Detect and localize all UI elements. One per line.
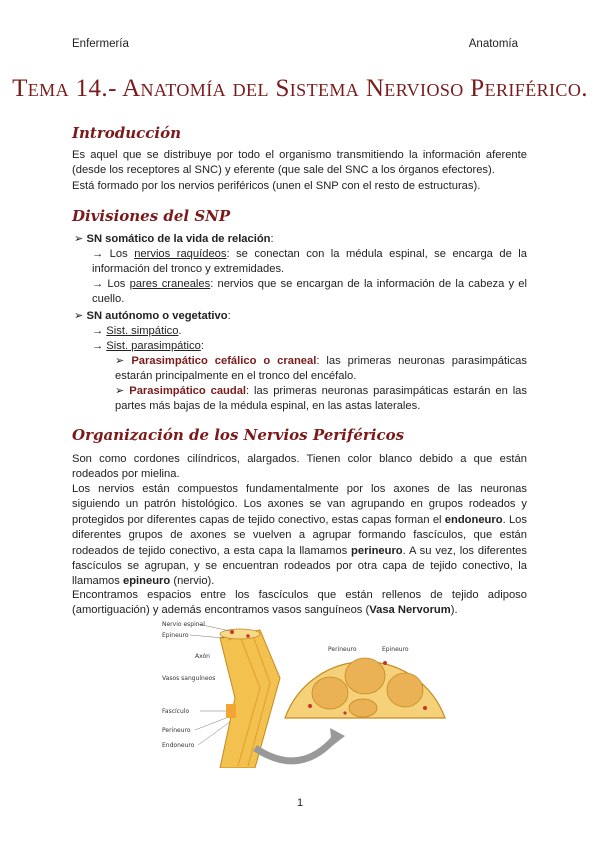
raq-text: : se conectan con la médula espinal, se encarga de la información del tronco y extremidades. bbox=[92, 248, 527, 276]
org-p2b: . Los diferentes grupos de axones se vuelven a agrupar formando fascículos, que están rodeados de tejido conectivo, a esta capa la llamamos bbox=[72, 513, 527, 557]
cef-term: Parasimpático cefálico o craneal bbox=[131, 355, 317, 367]
term-vasa-nervorum: Vasa Nervorum bbox=[369, 604, 451, 617]
heading-divisiones: Divisiones del SNP bbox=[72, 207, 231, 225]
page-title: Tema 14.- Anatomía del Sistema Nervioso Periférico. bbox=[12, 75, 588, 102]
somatico-label: SN somático de la vida de relación bbox=[86, 233, 271, 245]
label-endoneuro: Endoneuro bbox=[162, 742, 195, 749]
org-p2c: . A su vez, los diferentes fascículos se agrupan, y se encuentran rodeados por otra capa de tejido conectivo, la llamamos bbox=[72, 544, 527, 588]
nerve-diagram bbox=[160, 618, 450, 768]
item-simpatico: → Sist. simpático. bbox=[92, 325, 182, 337]
org-p3b: ). bbox=[450, 604, 458, 617]
label-perineuro-right: Perineuro bbox=[328, 646, 357, 653]
autonomo-label: SN autónomo o vegetativo bbox=[86, 310, 228, 322]
item-parasimpatico: → Sist. parasimpático: bbox=[92, 340, 204, 352]
term-epineuro: epineuro bbox=[122, 575, 171, 588]
fascicle-highlight bbox=[226, 704, 236, 718]
caud-text: : las primeras neuronas parasimpáticas estarán en las partes más bajas de la médula espinal, en las astas laterales. bbox=[115, 385, 527, 413]
intro-paragraph-1: Es aquel que se distribuye por todo el organismo transmitiendo la información aferente (desde los receptores al SNC) y eferente (que sale del SNC a los órganos efectores). bbox=[72, 149, 527, 177]
org-paragraph-1: Son como cordones cilíndricos, alargados. Tienen color blanco debido a que están rodeados por mielina. bbox=[72, 453, 527, 481]
org-paragraph-3 bbox=[72, 588, 527, 619]
page-number: 1 bbox=[296, 797, 304, 809]
intro-paragraph-2: Está formado por los nervios periféricos (unen el SNP con el resto de estructuras). bbox=[72, 180, 481, 192]
org-p2d: (nervio). bbox=[170, 575, 215, 588]
label-epineuro-right: Epineuro bbox=[382, 646, 409, 653]
header-right: Anatomía bbox=[468, 38, 518, 50]
cran-term: pares craneales bbox=[129, 278, 211, 290]
heading-introduccion: Introducción bbox=[72, 124, 182, 142]
term-endoneuro: endoneuro bbox=[444, 513, 503, 526]
label-vasos: Vasos sanguíneos bbox=[162, 675, 216, 682]
label-axon: Axón bbox=[195, 653, 210, 660]
arrow-icon bbox=[330, 728, 345, 746]
header-left: Enfermería bbox=[72, 38, 129, 50]
item-pares-craneales: → Los pares craneales: nervios que se encargan de la información de la cabeza y el cuello. bbox=[92, 278, 527, 306]
parasimp-term: Sist. parasimpático bbox=[106, 340, 201, 352]
item-parasimp-caudal: ➢ Parasimpático caudal: las primeras neuronas parasimpáticas estarán en las partes más bajas de la médula espinal, en las astas laterales. bbox=[115, 385, 527, 413]
bullet-autonomo: ➢ SN autónomo o vegetativo: bbox=[74, 310, 231, 322]
item-nervios-raquideos: → Los nervios raquídeos: se conectan con la médula espinal, se encarga de la información del tronco y extremidades. bbox=[92, 248, 527, 276]
label-nervio-espinal: Nervio espinal bbox=[162, 621, 205, 628]
term-perineuro: perineuro bbox=[351, 544, 403, 557]
raq-term: nervios raquídeos bbox=[134, 248, 227, 260]
simp-term: Sist. simpático bbox=[106, 325, 179, 337]
label-perineuro: Perineuro bbox=[162, 727, 191, 734]
label-fasciculo: Fascículo bbox=[162, 708, 190, 715]
cef-text: : las primeras neuronas parasimpáticas estarán principalmente en el tronco del encéfalo. bbox=[115, 355, 527, 383]
item-parasimp-cefalico: ➢ Parasimpático cefálico o craneal: las primeras neuronas parasimpáticas estarán principalmente en el tronco del encéfalo. bbox=[115, 355, 527, 383]
caud-term: Parasimpático caudal bbox=[129, 385, 247, 397]
label-epineuro: Epineuro bbox=[162, 632, 189, 639]
bullet-somatico: ➢ SN somático de la vida de relación: bbox=[74, 233, 274, 245]
org-p3a: Encontramos espacios entre los fascículos que están rellenos de tejido adiposo (amortiguación) y además encontramos vasos sanguíneos ( bbox=[72, 589, 527, 617]
heading-organizacion: Organización de los Nervios Periféricos bbox=[72, 426, 405, 444]
org-p2a: Los nervios están compuestos fundamentalmente por los axones de las neuronas siguiendo un patrón histológico. Los axones se van agrupando en grupos rodeados y protegidos por diferentes capas de tejido conectivo, estas capas forman el bbox=[72, 483, 527, 526]
cran-text: : nervios que se encargan de la información de la cabeza y el cuello. bbox=[92, 278, 527, 306]
org-paragraph-2 bbox=[72, 482, 527, 590]
nerve-bundle bbox=[220, 630, 280, 768]
